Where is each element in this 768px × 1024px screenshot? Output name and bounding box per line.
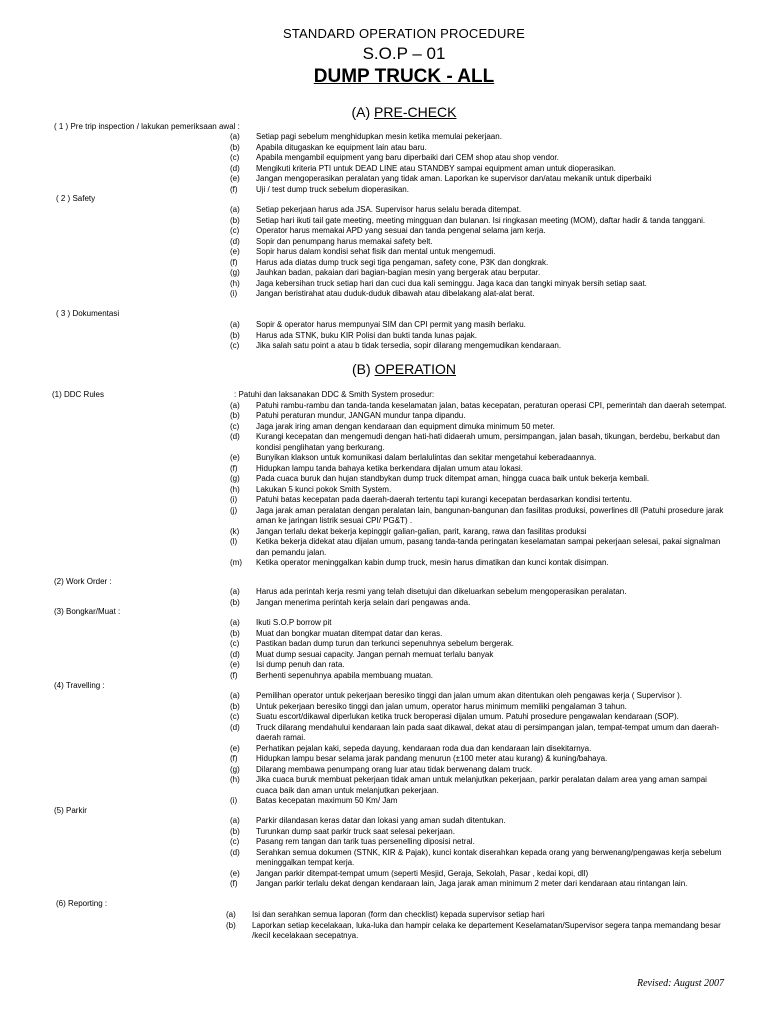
list-item: (a) Harus ada perintah kerja resmi yang telah disetujui dan dikeluarkan sebelum mengoperasikan peralatan. xyxy=(230,587,627,596)
list-item: (d) Muat dump sesuai capacity. Jangan pernah memuat terlalu banyak xyxy=(230,649,494,659)
list-item: (f) Jangan parkir terlalu dekat dengan kendaraan lain, Jaga jarak aman minimum 2 meter dari kendaraan atau rintangan lain. xyxy=(230,879,688,888)
list-item: (e) Jangan parkir ditempat-tempat umum (seperti Mesjid, Geraja, Sekolah, Pasar , kedai kopi, dll) xyxy=(230,868,589,878)
list-item: (e) Bunyikan klakson untuk komunikasi dalam berlalulintas dan sekitar mengetahui keberadaannya. xyxy=(230,453,597,462)
group-items xyxy=(230,320,730,352)
section-b-prefix: (B) xyxy=(352,361,375,377)
list-item: (j) Jaga jarak aman peralatan dengan peralatan lain, bangunan-bangunan dan fasilitas produksi, powerlines dll (Patuhi prosedure jarak aman ke jaringan listrik sesuai CPI/ PG&T) . xyxy=(230,505,724,525)
list-item: (c) Operator harus memakai APD yang sesuai dan tanda pengenal selama jam kerja. xyxy=(230,226,546,235)
list-item: (b) Patuhi peraturan mundur, JANGAN mundur tanpa dipandu. xyxy=(230,411,466,420)
group-label: (1) DDC Rules xyxy=(52,390,105,399)
list-item: (a) Ikuti S.O.P borrow pit xyxy=(230,618,332,627)
list-item: (a) Pemilihan operator untuk pekerjaan beresiko tinggi dan jalan umum akan ditentukan oleh pengawas kerja ( Supervisor ). xyxy=(230,691,683,700)
group-items xyxy=(230,132,730,195)
list-item: (c) Suatu escort/dikawal diperlukan ketika truck beroperasi dijalan umum. Patuhi prosedure pengawalan kendaraan (SOP). xyxy=(230,712,679,721)
group-label: (3) Bongkar/Muat : xyxy=(54,607,121,616)
list-item: (b) Turunkan dump saat parkir truck saat selesai pekerjaan. xyxy=(230,826,455,836)
section-a-prefix: (A) xyxy=(351,104,375,120)
list-item: (h) Jika cuaca buruk membuat pekerjaan tidak aman untuk melanjutkan pekerjaan, parkir peralatan dalam area yang aman sampai cuaca baik dan aman untuk melanjutkan pekerjaan. xyxy=(230,775,707,795)
list-item: (i) Patuhi batas kecepatan pada daerah-daerah tertentu tapi kurangi kecepatan berdasarkan kondisi tertentu. xyxy=(230,495,632,504)
list-item: (c) Jika salah satu point a atau b tidak tersedia, sopir dilarang mengemudikan kendaraan. xyxy=(230,341,562,350)
list-item: (c) Pastikan badan dump turun dan terkunci sepenuhnya sebelum bergerak. xyxy=(230,639,514,648)
list-item: (a) Patuhi rambu-rambu dan tanda-tanda keselamatan jalan, batas kecepatan, peraturan operasi CPI, pemerintah dan daerah setempat. xyxy=(230,400,727,410)
list-item: (g) Pada cuaca buruk dan hujan standbykan dump truck ditempat aman, hingga cuaca baik untuk bekerja kembali. xyxy=(230,474,650,483)
list-item: (h) Jaga kebersihan truck setiap hari dan cuci dua kali seminggu. Jaga kaca dan tangki minyak bersih setiap saat. xyxy=(230,278,647,288)
list-item: (i) Batas kecepatan maximum 50 Km/ Jam xyxy=(230,796,398,805)
list-item: (d) Sopir dan penumpang harus memakai safety belt. xyxy=(230,236,433,246)
list-item: (b) Apabila ditugaskan ke equipment lain atau baru. xyxy=(230,142,427,152)
section-b-heading xyxy=(20,361,768,377)
doc-title-line2: S.O.P – 01 xyxy=(362,44,446,63)
section-b-title: OPERATION xyxy=(374,361,456,377)
list-item: (f) Hidupkan lampu besar selama jarak pandang menurun (±100 meter atau kurang) & kuning/bahaya. xyxy=(230,754,608,763)
list-item: (f) Berhenti sepenuhnya apabila membuang muatan. xyxy=(230,670,434,680)
list-item: (g) Dilarang membawa penumpang orang luar atau tidak berwenang dalam truck. xyxy=(230,764,533,774)
list-item: (b) Laporkan setiap kecelakaan, luka-luka dan hampir celaka ke departement Keselamatan/Supervisor segera tanpa memandang besar /kecil kecelakaan secepatnya. xyxy=(226,920,721,940)
group-items xyxy=(230,816,730,890)
group-label: ( 3 ) Dokumentasi xyxy=(56,309,120,318)
group-items xyxy=(230,390,730,569)
list-item: (d) Kurangi kecepatan dan mengemudi dengan hati-hati didaerah umum, persimpangan, jalan basah, tikungan, berdebu, berkabut dan kondisi penglihatan yang berkurang. xyxy=(230,432,720,452)
list-item: (f) Harus ada diatas dump truck segi tiga pengaman, safety cone, P3K dan dongkrak. xyxy=(230,257,549,267)
list-item: (e) Isi dump penuh dan rata. xyxy=(230,660,345,669)
list-item: (d) Truck dilarang mendahului kendaraan lain pada saat dikawal, dekat atau di persimpangan jalan, tempat-tempat umum dan daerah-daerah ramai. xyxy=(230,722,720,742)
list-item: (l) Ketika bekerja didekat atau dijalan umum, pasang tanda-tanda peringatan keselamatan sampai pekerjaan selesai, pakai signalman dan pemandu jalan. xyxy=(230,537,721,557)
list-item: (b) Untuk pekerjaan beresiko tinggi dan jalan umum, operator harus minimum memiliki pengalaman 3 tahun. xyxy=(230,701,627,711)
list-item: (a) Parkir dilandasan keras datar dan lokasi yang aman sudah ditentukan. xyxy=(230,816,506,825)
list-item: (f) Uji / test dump truck sebelum dioperasikan. xyxy=(230,184,409,194)
group-items xyxy=(226,910,726,942)
group-intro: : Patuhi dan laksanakan DDC & Smith System prosedur: xyxy=(234,390,435,399)
doc-title-line3: DUMP TRUCK - ALL xyxy=(313,66,495,87)
list-item: (d) Mengikuti kriteria PTI untuk DEAD LINE atau STANDBY sampai equipment aman untuk dioperasikan. xyxy=(230,163,616,173)
list-item: (c) Jaga jarak iring aman dengan kendaraan dan equipment dimuka minimum 50 meter. xyxy=(230,421,555,431)
section-a-heading xyxy=(20,104,768,120)
list-item: (a) Sopir & operator harus mempunyai SIM dan CPI permit yang masih berlaku. xyxy=(230,320,526,329)
doc-title-line1: STANDARD OPERATION PROCEDURE xyxy=(282,26,526,41)
list-item: (c) Pasang rem tangan dan tarik tuas persenelling diposisi netral. xyxy=(230,837,475,846)
list-item: (a) Setiap pagi sebelum menghidupkan mesin ketika memulai pekerjaan. xyxy=(230,132,502,141)
list-item: (g) Jauhkan badan, pakaian dari bagian-bagian mesin yang bergerak atau berputar. xyxy=(230,268,541,277)
list-item: (a) Setiap pekerjaan harus ada JSA. Supervisor harus selalu berada ditempat. xyxy=(230,205,522,214)
section-a-title: PRE-CHECK xyxy=(374,104,457,120)
list-item: (f) Hidupkan lampu tanda bahaya ketika berkendara dijalan umum atau lokasi. xyxy=(230,463,523,473)
list-item: (m) Ketika operator meninggalkan kabin dump truck, mesin harus dimatikan dan kunci kontak disimpan. xyxy=(230,558,609,567)
list-item: (b) Jangan menerima perintah kerja selain dari pengawas anda. xyxy=(230,597,471,607)
group-label: (5) Parkir xyxy=(54,806,87,815)
list-item: (e) Sopir harus dalam kondisi sehat fisik dan mental untuk mengemudi. xyxy=(230,247,496,256)
group-label: ( 2 ) Safety xyxy=(56,194,96,203)
revision-note: Revised: August 2007 xyxy=(636,978,724,989)
group-label: (4) Travelling : xyxy=(54,681,105,690)
group-items xyxy=(230,618,730,681)
group-label: (6) Reporting : xyxy=(56,899,108,908)
list-item: (b) Harus ada STNK, buku KIR Polisi dan bukti tanda lunas pajak. xyxy=(230,330,478,340)
group-items xyxy=(230,587,730,608)
group-items xyxy=(230,691,730,807)
list-item: (d) Serahkan semua dokumen (STNK, KIR & Pajak), kunci kontak diserahkan kepada orang yang berwenang/pengawas kerja sebelum meninggalkan tempat kerja. xyxy=(230,847,722,867)
list-item: (h) Lakukan 5 kunci pokok Smith System. xyxy=(230,484,392,494)
list-item: (c) Apabila mengambil equipment yang baru diperbaiki dari CEM shop atau shop vendor. xyxy=(230,153,559,162)
group-label: (2) Work Order : xyxy=(54,577,112,586)
list-item: (k) Jangan terlalu dekat bekerja kepinggir galian-galian, parit, karang, rawa dan fasilitas produksi xyxy=(230,526,587,536)
list-item: (e) Perhatikan pejalan kaki, sepeda dayung, kendaraan roda dua dan kendaraan lain disekitarnya. xyxy=(230,743,592,753)
group-label: ( 1 ) Pre trip inspection / lakukan pemeriksaan awal : xyxy=(54,122,240,131)
list-item: (b) Setiap hari ikuti tail gate meeting, meeting mingguan dan bulanan. Isi ringkasan meeting (MOM), daftar hadir & tanda tanggani. xyxy=(230,215,706,225)
list-item: (a) Isi dan serahkan semua laporan (form dan checklist) kepada supervisor setiap hari xyxy=(226,910,545,919)
group-items xyxy=(230,205,730,300)
list-item: (i) Jangan beristirahat atau duduk-duduk dibawah atau dibelakang alat-alat berat. xyxy=(230,289,535,298)
list-item: (b) Muat dan bongkar muatan ditempat datar dan keras. xyxy=(230,628,443,638)
list-item: (e) Jangan mengoperasikan peralatan yang tidak aman. Laporkan ke supervisor dan/atau mekanik untuk diperbaiki xyxy=(230,174,652,183)
